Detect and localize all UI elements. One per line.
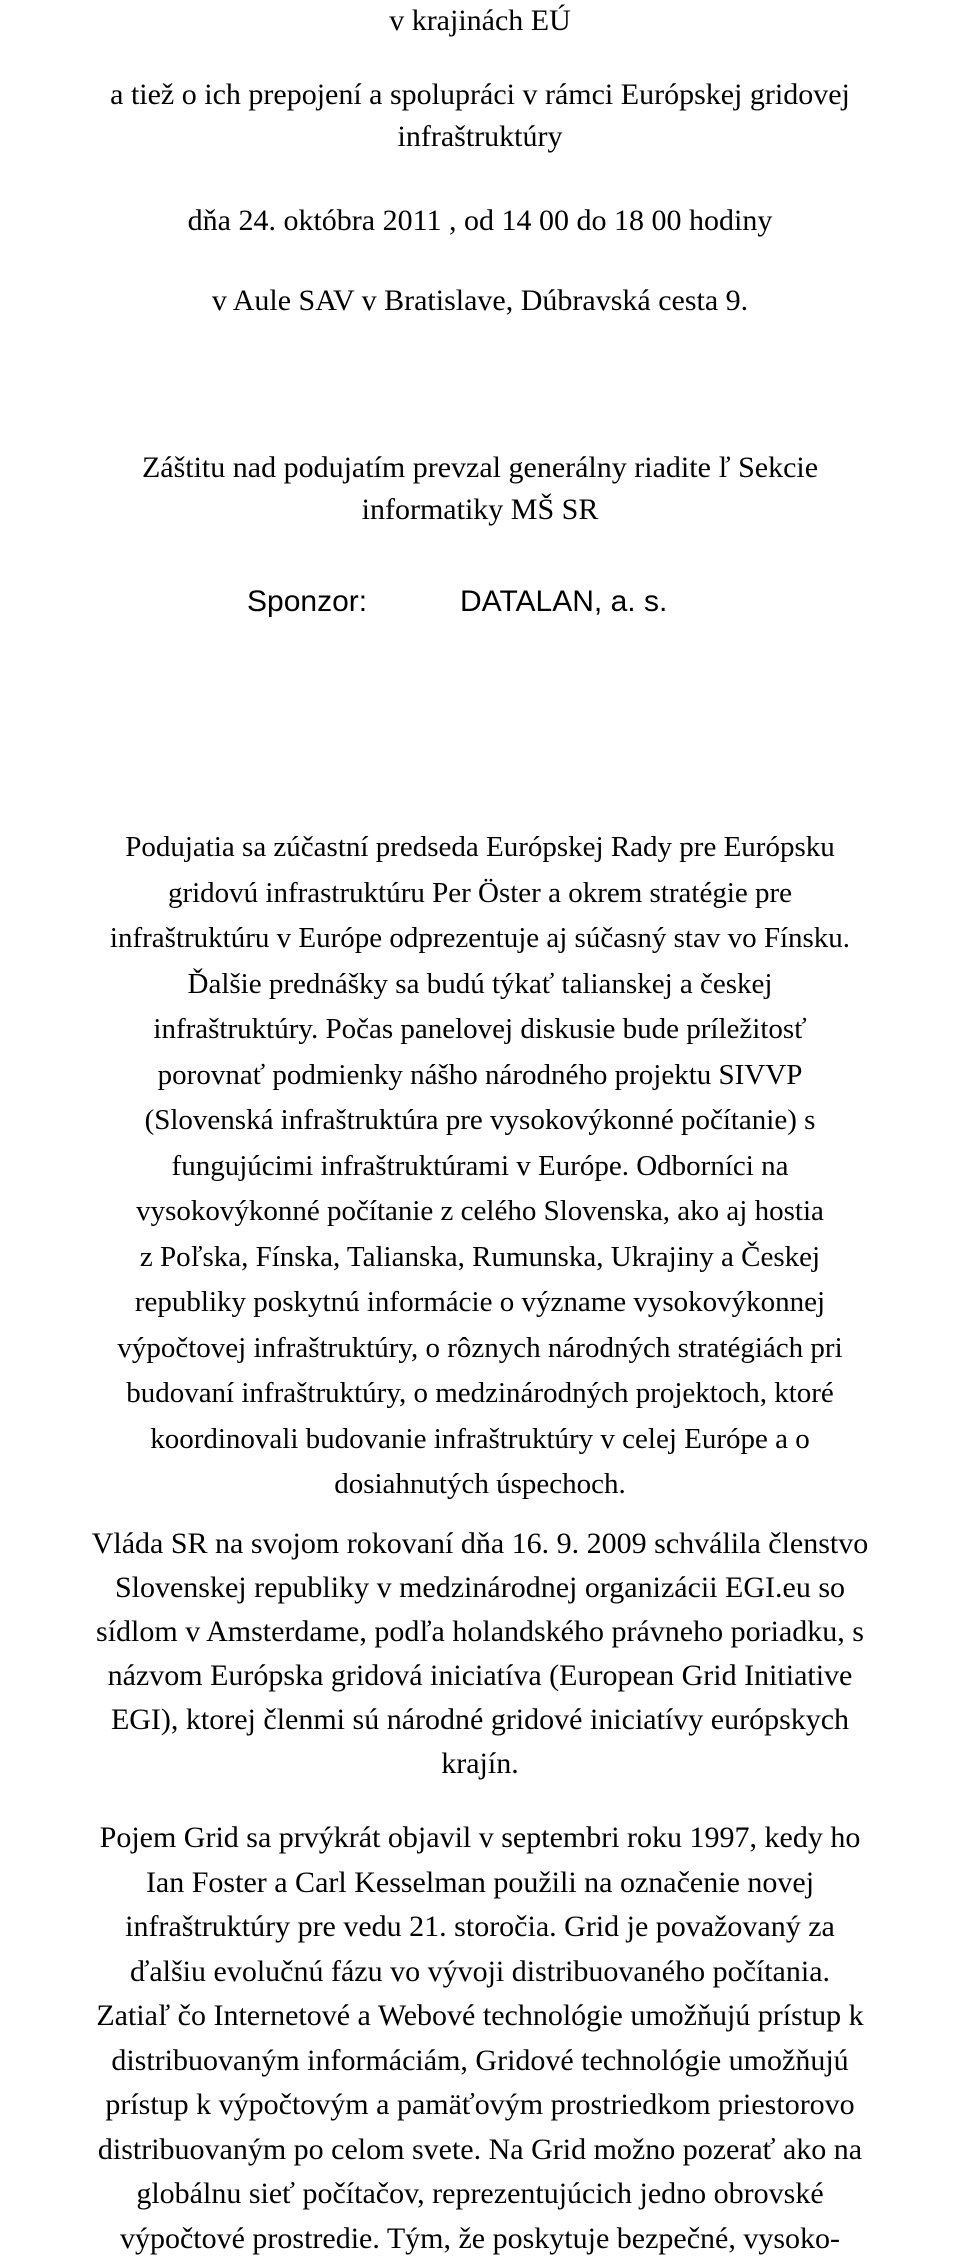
event-venue-block xyxy=(0,281,960,320)
paragraph-government-decision xyxy=(0,1522,960,1786)
paragraph-line: krajín. xyxy=(0,1742,960,1786)
paragraph-line: výpočtovej infraštruktúry, o rôznych národných stratégiách pri xyxy=(0,1326,960,1372)
patronage-block xyxy=(0,447,960,531)
paragraph-line: porovnať podmienky nášho národného projektu SIVVP xyxy=(0,1053,960,1099)
paragraph-line: infraštruktúry pre vedu 21. storočia. Grid je považovaný za xyxy=(0,1905,960,1950)
paragraph-line: ďalšiu evolučnú fázu vo vývoji distribuovaného počítania. xyxy=(0,1950,960,1995)
paragraph-line: infraštruktúru v Európe odprezentuje aj súčasný stav vo Fínsku. xyxy=(0,916,960,962)
heading-title-block xyxy=(0,74,960,158)
paragraph-line: distribuovaným po celom svete. Na Grid možno pozerať ako na xyxy=(0,2128,960,2173)
sponsor-label: Sponzor: xyxy=(247,581,367,623)
event-date-line: dňa 24. októbra 2011 , od 14 00 do 18 00 hodiny xyxy=(0,201,960,240)
heading-line-3: infraštruktúry xyxy=(0,116,960,158)
paragraph-line: Slovenskej republiky v medzinárodnej organizácii EGI.eu so xyxy=(0,1566,960,1610)
paragraph-line: koordinovali budovanie infraštruktúry v celej Európe a o xyxy=(0,1417,960,1463)
paragraph-line: vysokovýkonné počítanie z celého Slovenska, ako aj hostia xyxy=(0,1189,960,1235)
paragraph-line: republiky poskytnú informácie o význame vysokovýkonnej xyxy=(0,1280,960,1326)
paragraph-line: distribuovaným informáciám, Gridové technológie umožňujú xyxy=(0,2039,960,2084)
paragraph-grid-concept xyxy=(0,1816,960,2261)
paragraph-line: Ian Foster a Carl Kesselman použili na označenie novej xyxy=(0,1861,960,1906)
sponsor-value: DATALAN, a. s. xyxy=(460,581,667,623)
sponsor-row xyxy=(0,581,960,623)
paragraph-line: z Poľska, Fínska, Talianska, Rumunska, Ukrajiny a Českej xyxy=(0,1235,960,1281)
paragraph-line: Pojem Grid sa prvýkrát objavil v septembri roku 1997, kedy ho xyxy=(0,1816,960,1861)
patronage-line-1: Záštitu nad podujatím prevzal generálny riadite ľ Sekcie xyxy=(0,447,960,489)
paragraph-line: Podujatia sa zúčastní predseda Európskej Rady pre Európsku xyxy=(0,825,960,871)
paragraph-line: budovaní infraštruktúry, o medzinárodných projektoch, ktoré xyxy=(0,1371,960,1417)
heading-line-1: v krajinách EÚ xyxy=(0,0,960,41)
paragraph-line: dosiahnutých úspechoch. xyxy=(0,1462,960,1508)
heading-line-1-block xyxy=(0,0,960,41)
paragraph-line: sídlom v Amsterdame, podľa holandského právneho poriadku, s xyxy=(0,1610,960,1654)
event-date-block xyxy=(0,201,960,240)
paragraph-line: názvom Európska gridová iniciatíva (European Grid Initiative xyxy=(0,1654,960,1698)
paragraph-line: fungujúcimi infraštruktúrami v Európe. Odborníci na xyxy=(0,1144,960,1190)
paragraph-line: (Slovenská infraštruktúra pre vysokovýkonné počítanie) s xyxy=(0,1098,960,1144)
paragraph-line: globálnu sieť počítačov, reprezentujúcich jedno obrovské xyxy=(0,2172,960,2217)
event-venue-line: v Aule SAV v Bratislave, Dúbravská cesta 9. xyxy=(0,281,960,320)
patronage-line-2: informatiky MŠ SR xyxy=(0,489,960,531)
paragraph-line: Zatiaľ čo Internetové a Webové technológie umožňujú prístup k xyxy=(0,1994,960,2039)
paragraph-line: gridovú infrastruktúru Per Öster a okrem stratégie pre xyxy=(0,871,960,917)
paragraph-line: EGI), ktorej členmi sú národné gridové iniciatívy európskych xyxy=(0,1698,960,1742)
paragraph-line: Vláda SR na svojom rokovaní dňa 16. 9. 2009 schválila členstvo xyxy=(0,1522,960,1566)
paragraph-line: Ďalšie prednášky sa budú týkať talianskej a českej xyxy=(0,962,960,1008)
paragraph-line: infraštruktúry. Počas panelovej diskusie bude príležitosť xyxy=(0,1007,960,1053)
heading-line-2: a tiež o ich prepojení a spolupráci v rámci Európskej gridovej xyxy=(0,74,960,116)
paragraph-line: výpočtové prostredie. Tým, že poskytuje bezpečné, vysoko- xyxy=(0,2217,960,2261)
paragraph-line: prístup k výpočtovým a pamäťovým prostriedkom priestorovo xyxy=(0,2083,960,2128)
paragraph-event-program xyxy=(0,825,960,1508)
